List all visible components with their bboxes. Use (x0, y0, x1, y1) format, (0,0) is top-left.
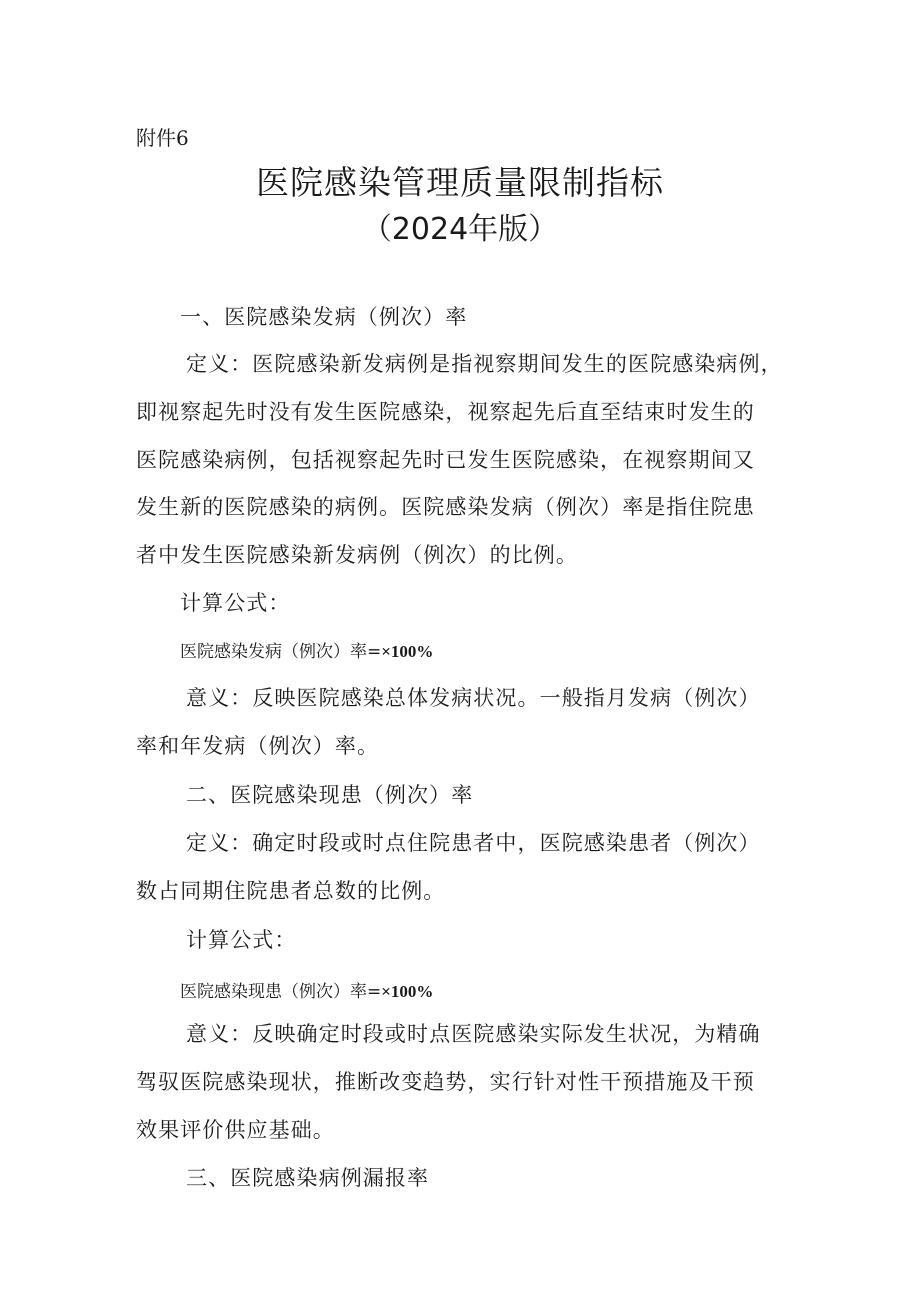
section-1-meaning-line-2: 率和年发病（例次）率。 (136, 734, 380, 758)
document-subtitle: （2024年版） (361, 212, 559, 247)
section-1-definition-line-2: 即视察起先时没有发生医院感染，视察起先后直至结束时发生的 (136, 400, 755, 424)
section-2-meaning-line-1: 意义：反映确定时段或时点医院感染实际发生状况，为精确 (186, 1022, 761, 1046)
section-2-meaning-line-3: 效果评价供应基础。 (136, 1118, 335, 1142)
section-1-definition-line-1: 定义：医院感染新发病例是指视察期间发生的医院感染病例， (186, 352, 783, 376)
document-title: 医院感染管理质量限制指标 (256, 163, 664, 202)
section-1-definition-line-5: 者中发生医院感染新发病例（例次）的比例。 (136, 543, 578, 567)
section-2-definition-line-2: 数占同期住院患者总数的比例。 (136, 879, 446, 903)
section-1-meaning-line-1: 意义：反映医院感染总体发病状况。一般指月发病（例次） (186, 686, 761, 710)
section-2-heading: 二、医院感染现患（例次）率 (186, 783, 474, 807)
section-1-definition-line-4: 发生新的医院感染的病例。医院感染发病（例次）率是指住院患 (136, 495, 755, 519)
section-1-formula (180, 643, 433, 661)
section-1-formula-text: 医院感染发病（例次）率= (180, 642, 382, 662)
section-3-heading: 三、医院感染病例漏报率 (186, 1166, 430, 1190)
section-2-formula (180, 983, 433, 1001)
section-1-definition-line-3: 医院感染病例，包括视察起先时已发生医院感染，在视察期间又 (136, 448, 755, 472)
section-1-heading: 一、医院感染发病（例次）率 (180, 305, 468, 329)
section-2-definition-line-1: 定义：确定时段或时点住院患者中，医院感染患者（例次） (186, 831, 761, 855)
section-2-meaning-line-2: 驾驭医院感染现状，推断改变趋势，实行针对性干预措施及干预 (136, 1070, 755, 1094)
section-2-formula-value: ×100% (381, 982, 434, 1001)
section-1-calc-label: 计算公式： (180, 591, 291, 615)
section-2-formula-text: 医院感染现患（例次）率= (180, 982, 382, 1002)
section-1-formula-value: ×100% (381, 642, 434, 661)
section-2-calc-label: 计算公式： (186, 928, 297, 952)
annex-label: 附件6 (136, 126, 189, 150)
